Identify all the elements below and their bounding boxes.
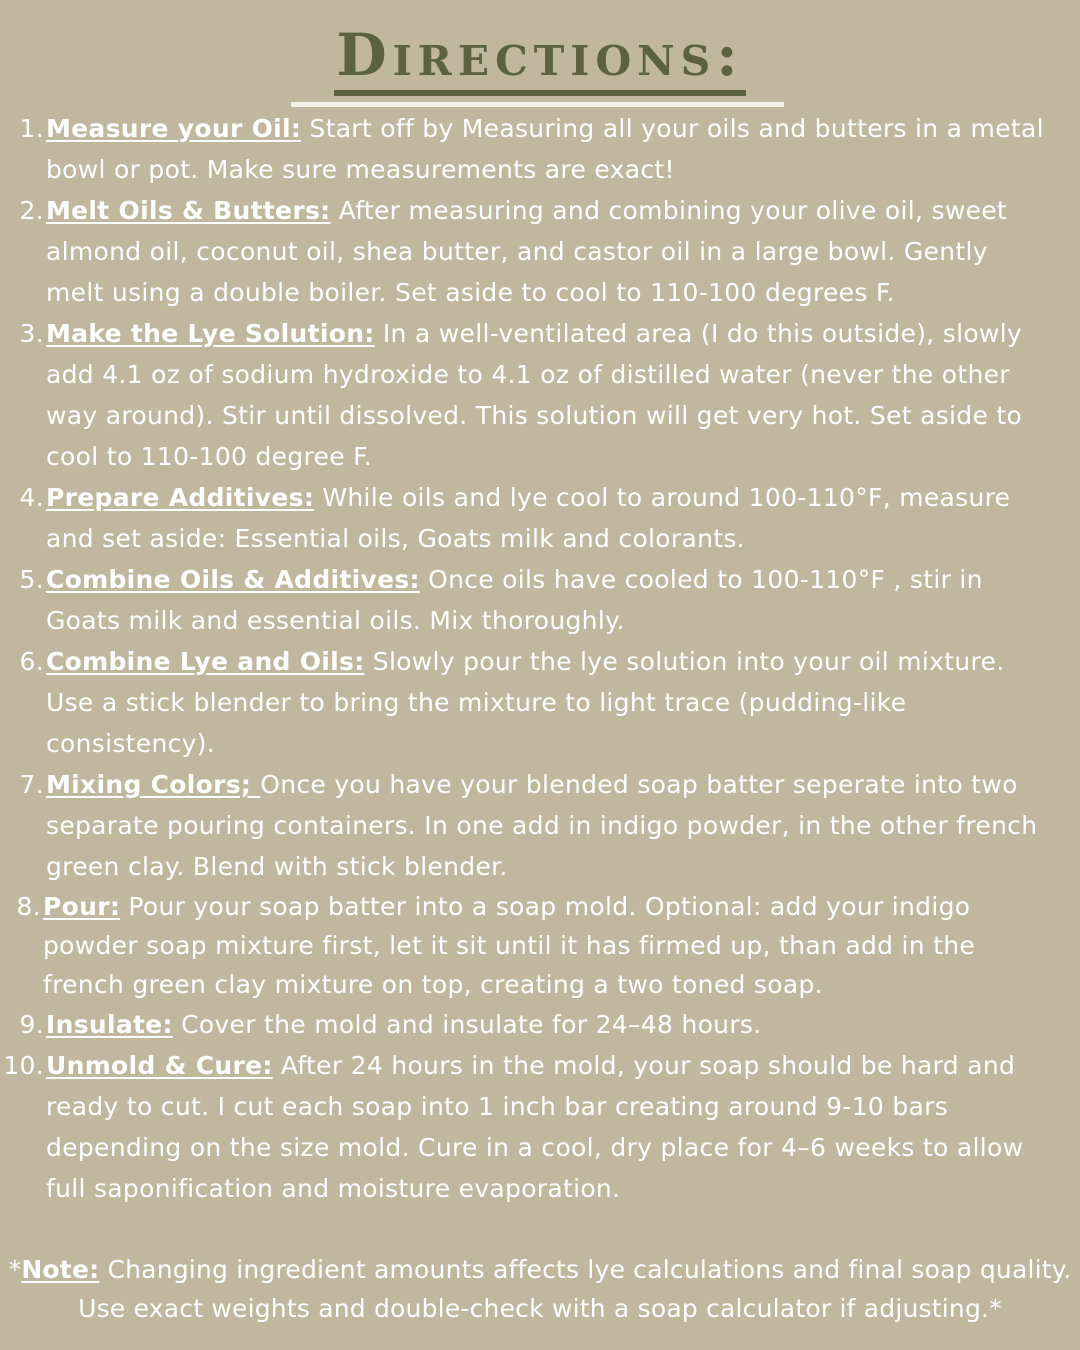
step-number: 7.: [19, 770, 44, 799]
step-1: [0, 108, 1080, 190]
step-3: [0, 313, 1080, 477]
step-text: Cover the mold and insulate for 24–48 hours.: [172, 1010, 762, 1039]
step-text: Once you have your blended soap batter seperate into two separate pouring containers. In one add in indigo powder, in the other french green clay. Blend with stick blender.: [46, 770, 1038, 881]
step-number: 6.: [19, 647, 44, 676]
step-number: 10.: [3, 1051, 44, 1080]
step-number: 3.: [19, 319, 44, 348]
title-underline: [291, 102, 784, 107]
step-number: 8.: [16, 892, 41, 921]
step-label: Measure your Oil:: [46, 114, 302, 143]
note-paragraph: [0, 1250, 1080, 1328]
step-10: [0, 1045, 1080, 1209]
step-label: Insulate:: [46, 1010, 173, 1039]
page-title: Directions:: [334, 22, 745, 96]
step-number: 9.: [19, 1010, 44, 1039]
step-5: [0, 559, 1080, 641]
step-label: Combine Lye and Oils:: [46, 647, 365, 676]
note-prefix: *: [8, 1255, 22, 1284]
step-label: Prepare Additives:: [46, 483, 315, 512]
step-text: After 24 hours in the mold, your soap should be hard and ready to cut. I cut each soap into 1 inch bar creating around 9-10 bars depending on the size mold. Cure in a cool, dry place for 4–6 weeks to allow full saponification and moisture evaporation.: [46, 1051, 1024, 1203]
step-text: In a well-ventilated area (I do this outside), slowly add 4.1 oz of sodium hydroxide to 4.1 oz of distilled water (never the other way around). Stir until dissolved. This solution will get very hot. Set aside to cool to 110-100 degree F.: [46, 319, 1023, 471]
step-label: Make the Lye Solution:: [46, 319, 375, 348]
step-label: Unmold & Cure:: [46, 1051, 273, 1080]
step-text: Slowly pour the lye solution into your oil mixture. Use a stick blender to bring the mixture to light trace (pudding-like consistency).: [46, 647, 1005, 758]
step-label: Pour:: [43, 892, 121, 921]
step-number: 2.: [19, 196, 44, 225]
step-6: [0, 641, 1080, 764]
step-text: After measuring and combining your olive oil, sweet almond oil, coconut oil, shea butter, and castor oil in a large bowl. Gently melt using a double boiler. Set aside to cool to 110-100 degrees F.: [46, 196, 1008, 307]
title-block: [0, 22, 1080, 96]
step-8: [0, 887, 1080, 1004]
step-4: [0, 477, 1080, 559]
step-2: [0, 190, 1080, 313]
note-label: Note:: [21, 1255, 100, 1284]
step-number: 4.: [19, 483, 44, 512]
step-label: Combine Oils & Additives:: [46, 565, 420, 594]
step-text: Start off by Measuring all your oils and butters in a metal bowl or pot. Make sure measurements are exact!: [46, 114, 1044, 184]
step-text: While oils and lye cool to around 100-110°F, measure and set aside: Essential oils, Goats milk and colorants.: [46, 483, 1011, 553]
note-text: Changing ingredient amounts affects lye calculations and final soap quality. Use exact weights and double-check with a soap calculator if adjusting.*: [78, 1255, 1072, 1323]
step-number: 5.: [19, 565, 44, 594]
step-text: Pour your soap batter into a soap mold. Optional: add your indigo powder soap mixture first, let it sit until it has firmed up, than add in the french green clay mixture on top, creating a two toned soap.: [43, 892, 976, 999]
step-label: Mixing Colors;: [46, 770, 261, 799]
step-7: [0, 764, 1080, 887]
step-label: Melt Oils & Butters:: [46, 196, 331, 225]
step-text: Once oils have cooled to 100-110°F , stir in Goats milk and essential oils. Mix thoroughly.: [46, 565, 983, 635]
step-9: [0, 1004, 1080, 1045]
directions-list: [0, 108, 1080, 1209]
step-number: 1.: [19, 114, 44, 143]
